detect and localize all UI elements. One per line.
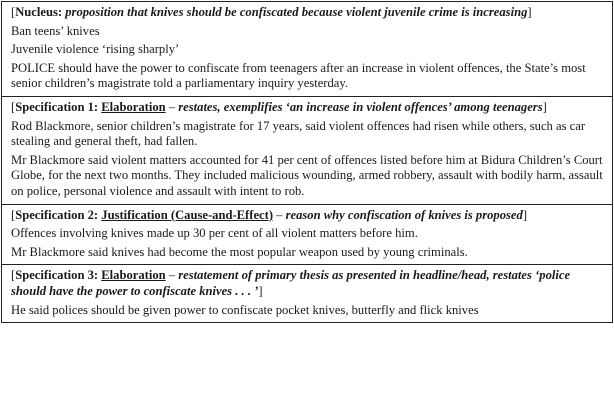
section-label-type: Justification (Cause-and-Effect) xyxy=(101,207,274,222)
section-header xyxy=(11,5,603,21)
section-header xyxy=(11,268,603,299)
section-label-type: Elaboration xyxy=(101,99,166,114)
section-label: Nucleus: xyxy=(15,5,63,19)
bracket-open: [ xyxy=(11,207,16,222)
paragraph: Ban teens’ knives xyxy=(11,23,100,38)
paragraph: Juvenile violence ‘rising sharply’ xyxy=(11,42,180,57)
section-label-prefix: Specification 1: xyxy=(15,99,102,114)
paragraph: He said polices should be given power to confiscate pocket knives, butterfly and flick knives xyxy=(11,302,479,317)
bracket-open: [ xyxy=(11,5,16,19)
section-description: reason why confiscation of knives is proposed xyxy=(285,207,523,222)
specification-1-section xyxy=(1,97,613,205)
bracket-close: ] xyxy=(258,283,263,298)
specification-2-section xyxy=(1,205,613,266)
paragraph: POLICE should have the power to confiscate from teenagers after an increase in violent offences, the State’s most senior children’s magistrate told a parliamentary inquiry yesterday. xyxy=(11,60,586,91)
section-description: proposition that knives should be confiscated because violent juvenile crime is increasing xyxy=(65,5,528,19)
label-separator: – xyxy=(165,268,179,283)
section-label-prefix: Specification 3: xyxy=(15,268,102,283)
nucleus-section xyxy=(1,1,613,97)
section-label xyxy=(15,268,165,282)
paragraph: Offences involving knives made up 30 per cent of all violent matters before him. xyxy=(11,226,418,241)
bracket-close: ] xyxy=(527,5,532,19)
section-header xyxy=(11,208,603,224)
section-label-type: Elaboration xyxy=(101,268,166,283)
section-label xyxy=(15,100,165,114)
bracket-open: [ xyxy=(11,99,16,114)
section-description: restates, exemplifies ‘an increase in violent offences’ among teenagers xyxy=(178,99,543,114)
bracket-open: [ xyxy=(11,268,16,283)
section-header xyxy=(11,100,603,116)
section-label xyxy=(15,208,273,222)
bracket-close: ] xyxy=(522,207,528,222)
analysis-document xyxy=(1,1,613,323)
paragraph: Rod Blackmore, senior children’s magistrate for 17 years, said violent offences had risen while others, such as car stealing and general theft, had fallen. xyxy=(11,118,586,149)
label-separator: – xyxy=(165,99,179,114)
bracket-close: ] xyxy=(542,99,547,114)
section-label-prefix: Specification 2: xyxy=(15,207,102,222)
section-description: restatement of primary thesis as presented in headline/head, restates ‘police should have the power to confiscate knives . . . ’ xyxy=(11,268,571,298)
paragraph: Mr Blackmore said violent matters accounted for 41 per cent of offences listed before him at Bidura Children’s Court Globe, for the next two months. They included malicious wounding, armed robbery, assault with bodily harm, assault on police, personal violence and assault with intent to rob. xyxy=(11,152,603,198)
paragraph: Mr Blackmore said knives had become the most popular weapon used by young criminals. xyxy=(11,244,468,259)
label-separator: – xyxy=(273,207,286,222)
specification-3-section xyxy=(1,265,613,323)
